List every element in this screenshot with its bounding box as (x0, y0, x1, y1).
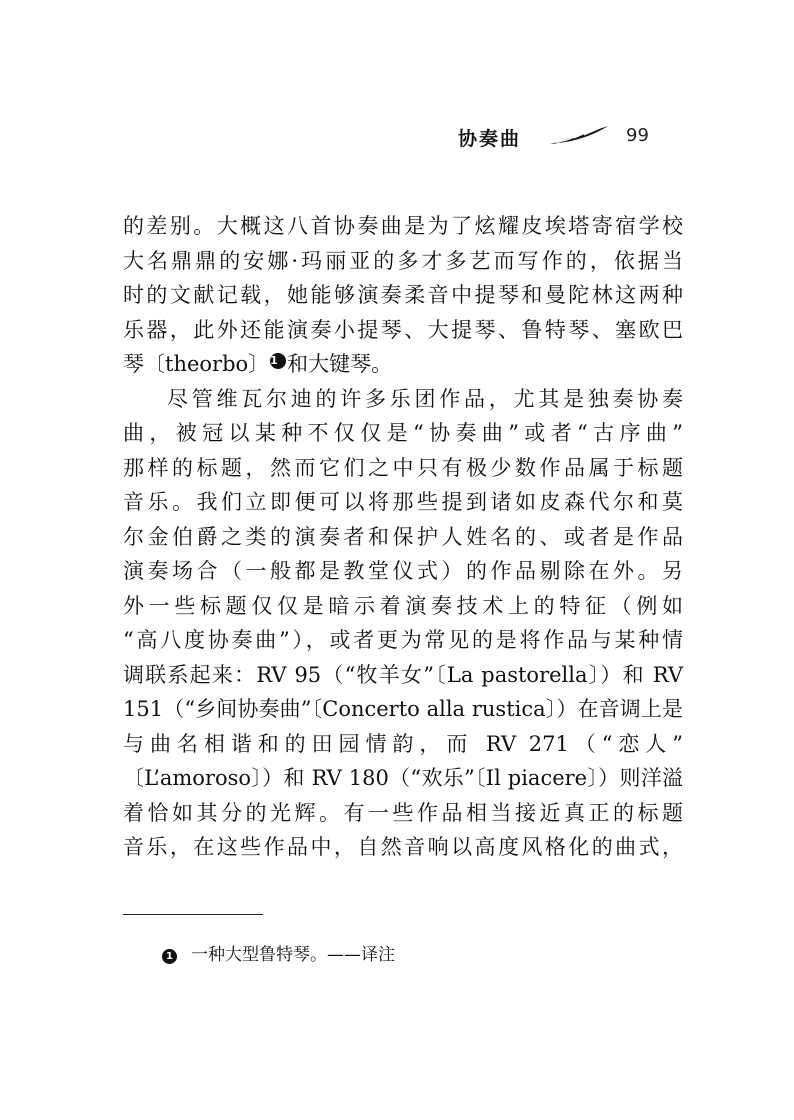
text-line: 尽管维瓦尔迪的许多乐团作品，尤其是独奏协奏 (167, 386, 683, 411)
footnote (162, 940, 395, 965)
running-header (0, 124, 794, 154)
text-line (123, 347, 683, 382)
text-line: 外一些标题仅仅是暗示着演奏技术上的特征（例如 (123, 593, 683, 618)
footnote-text: 一种大型鲁特琴。——译注 (191, 945, 395, 965)
text-segment: 琴〔theorbo〕 (123, 352, 270, 376)
text-line: 大名鼎鼎的安娜·玛丽亚的多才多艺而写作的，依据当 (123, 248, 683, 273)
page-number: 99 (626, 125, 649, 146)
text-line: 调联系起来：RV 95（“牧羊女”〔La pastorella〕）和 RV (123, 662, 683, 687)
text-line: 演奏场合（一般都是教堂仪式）的作品剔除在外。另 (123, 559, 683, 583)
footnote-divider (123, 914, 263, 915)
running-title: 协奏曲 (458, 128, 522, 150)
body-text (123, 209, 683, 865)
text-line: 151（“乡间协奏曲”〔Concerto alla rustica〕）在音调上是 (123, 697, 683, 721)
text-line: “高八度协奏曲”），或者更为常见的是将作品与某种情 (123, 628, 683, 652)
text-line: 曲，被冠以某种不仅仅是“协奏曲”或者“古序曲” (123, 421, 683, 445)
text-segment: 和大键琴。 (287, 352, 393, 376)
text-line: 音乐，在这些作品中，自然音响以高度风格化的曲式， (123, 835, 683, 859)
text-line: 乐器，此外还能演奏小提琴、大提琴、鲁特琴、塞欧巴 (123, 317, 683, 342)
text-line: 尔金伯爵之类的演奏者和保护人姓名的、或者是作品 (123, 524, 683, 549)
text-line: 音乐。我们立即便可以将那些提到诸如皮森代尔和莫 (123, 490, 683, 514)
footnote-reference[interactable]: 1 (270, 353, 286, 369)
text-line: 着恰如其分的光辉。有一些作品相当接近真正的标题 (123, 800, 683, 825)
footnote-marker: 1 (162, 949, 177, 964)
text-line: 那样的标题，然而它们之中只有极少数作品属于标题 (123, 455, 683, 480)
text-line: 与曲名相谐和的田园情韵，而 RV 271（“恋人” (123, 731, 683, 756)
text-line: 时的文献记载，她能够演奏柔音中提琴和曼陀林这两种 (123, 283, 683, 307)
feather-ornament-icon (548, 124, 610, 148)
text-line: 〔L’amoroso〕）和 RV 180（“欢乐”〔Il piacere〕）则洋溢 (123, 766, 683, 790)
text-line: 的差别。大概这八首协奏曲是为了炫耀皮埃塔寄宿学校 (123, 214, 683, 238)
